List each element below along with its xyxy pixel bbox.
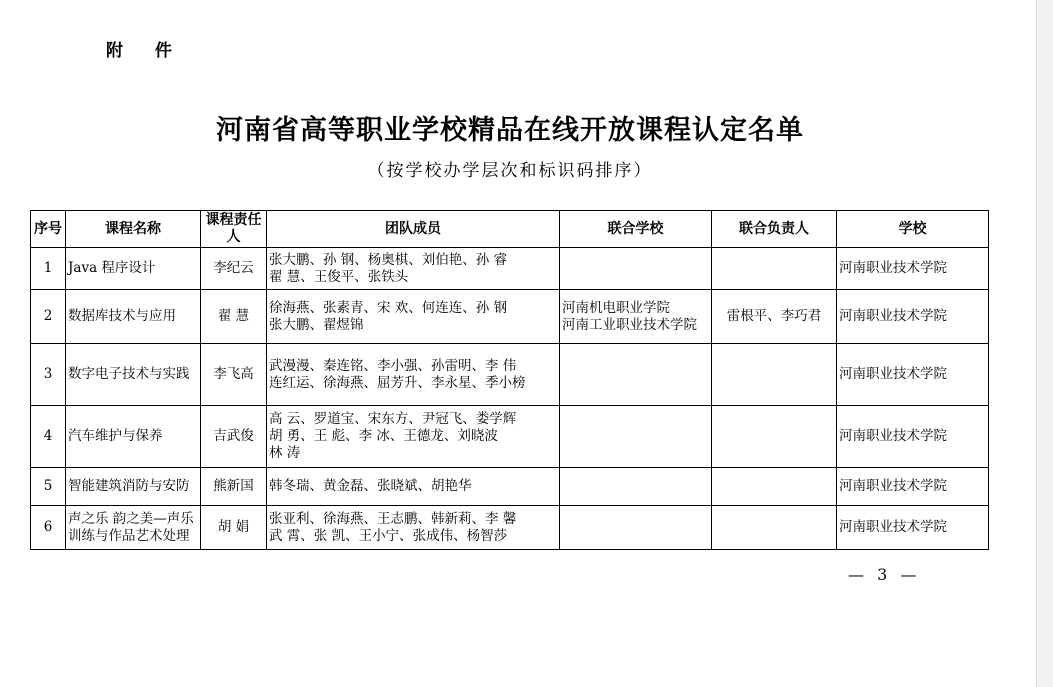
course-name xyxy=(66,506,201,550)
column-header-school: 学校 xyxy=(837,211,989,248)
partner-school xyxy=(560,468,712,506)
course-name-line: Java 程序设计 xyxy=(68,260,156,276)
course-table xyxy=(30,210,989,550)
column-header-partner-leader: 联合负责人 xyxy=(712,211,837,248)
team-members xyxy=(267,406,560,468)
team-members-line: 张大鹏、翟煜锦 xyxy=(269,316,364,333)
course-name xyxy=(66,468,201,506)
document-title: 河南省高等职业学校精品在线开放课程认定名单 xyxy=(216,115,804,146)
row-number: 2 xyxy=(31,290,66,344)
table-row xyxy=(31,468,989,506)
row-number: 1 xyxy=(31,248,66,290)
school: 河南职业技术学院 xyxy=(837,290,989,344)
column-header-no: 序号 xyxy=(31,211,66,248)
page-number: — 3 — xyxy=(848,565,921,584)
column-header-team: 团队成员 xyxy=(267,211,560,248)
course-leader: 李纪云 xyxy=(201,248,267,290)
partner-leader: 雷根平、李巧君 xyxy=(712,290,837,344)
team-members xyxy=(267,248,560,290)
row-number: 5 xyxy=(31,468,66,506)
course-leader: 李飞高 xyxy=(201,344,267,406)
partner-school xyxy=(560,344,712,406)
partner-leader xyxy=(712,248,837,290)
team-members xyxy=(267,344,560,406)
document-subtitle: （按学校办学层次和标识码排序） xyxy=(367,161,653,181)
course-name xyxy=(66,248,201,290)
team-members-line: 胡 勇、王 彪、李 冰、王德龙、刘晓波 xyxy=(269,428,498,444)
partner-leader xyxy=(712,506,837,550)
row-number: 3 xyxy=(31,344,66,406)
partner-leader xyxy=(712,468,837,506)
course-name-line: 训练与作品艺术处理 xyxy=(68,527,190,544)
team-members-line: 翟 慧、王俊平、张铁头 xyxy=(269,268,409,285)
course-leader: 胡 娟 xyxy=(201,506,267,550)
course-name xyxy=(66,406,201,468)
table-row xyxy=(31,344,989,406)
course-leader: 吉武俊 xyxy=(201,406,267,468)
table-row xyxy=(31,506,989,550)
partner-leader xyxy=(712,344,837,406)
school: 河南职业技术学院 xyxy=(837,344,989,406)
table-row xyxy=(31,248,989,290)
column-header-course-name: 课程名称 xyxy=(66,211,201,248)
table-row xyxy=(31,406,989,468)
column-header-leader: 课程责任人 xyxy=(201,211,267,248)
course-name xyxy=(66,344,201,406)
course-name-line: 数据库技术与应用 xyxy=(68,308,176,324)
attachment-label: 附 件 xyxy=(106,41,185,61)
course-leader: 翟 慧 xyxy=(201,290,267,344)
partner-school xyxy=(560,248,712,290)
partner-leader xyxy=(712,406,837,468)
column-header-partner-school: 联合学校 xyxy=(560,211,712,248)
team-members-line: 林 涛 xyxy=(269,445,301,461)
team-members xyxy=(267,468,560,506)
team-members xyxy=(267,290,560,344)
row-number: 4 xyxy=(31,406,66,468)
team-members xyxy=(267,506,560,550)
partner-school-line: 河南工业职业技术学院 xyxy=(562,316,697,333)
school: 河南职业技术学院 xyxy=(837,506,989,550)
team-members-line: 张大鹏、孙 钢、杨奥棋、刘伯艳、孙 睿 xyxy=(269,251,508,268)
partner-school xyxy=(560,506,712,550)
team-members-line: 连红运、徐海燕、屈芳升、李永星、季小榜 xyxy=(269,374,526,391)
team-members-line: 高 云、罗道宝、宋东方、尹冠飞、娄学辉 xyxy=(269,411,517,427)
row-number: 6 xyxy=(31,506,66,550)
school: 河南职业技术学院 xyxy=(837,406,989,468)
school: 河南职业技术学院 xyxy=(837,248,989,290)
course-name-line: 声之乐 韵之美—声乐 xyxy=(68,510,194,527)
table-row xyxy=(31,290,989,344)
table-header-row xyxy=(31,211,989,248)
course-name-line: 汽车维护与保养 xyxy=(68,428,163,444)
team-members-line: 武 霄、张 凯、王小宁、张成伟、杨智莎 xyxy=(269,527,508,544)
school: 河南职业技术学院 xyxy=(837,468,989,506)
team-members-line: 韩冬瑞、黄金磊、张晓斌、胡艳华 xyxy=(269,478,472,494)
partner-school xyxy=(560,406,712,468)
course-name-line: 数字电子技术与实践 xyxy=(68,366,190,382)
course-name-line: 智能建筑消防与安防 xyxy=(68,478,190,494)
team-members-line: 徐海燕、张素青、宋 欢、何连连、孙 钢 xyxy=(269,299,508,316)
course-leader: 熊新国 xyxy=(201,468,267,506)
team-members-line: 张亚利、徐海燕、王志鹏、韩新莉、李 馨 xyxy=(269,510,517,527)
course-name xyxy=(66,290,201,344)
partner-school-line: 河南机电职业学院 xyxy=(562,299,670,316)
page-edge xyxy=(1036,0,1053,687)
team-members-line: 武漫漫、秦连铭、李小强、孙雷明、李 伟 xyxy=(269,357,517,374)
partner-school xyxy=(560,290,712,344)
